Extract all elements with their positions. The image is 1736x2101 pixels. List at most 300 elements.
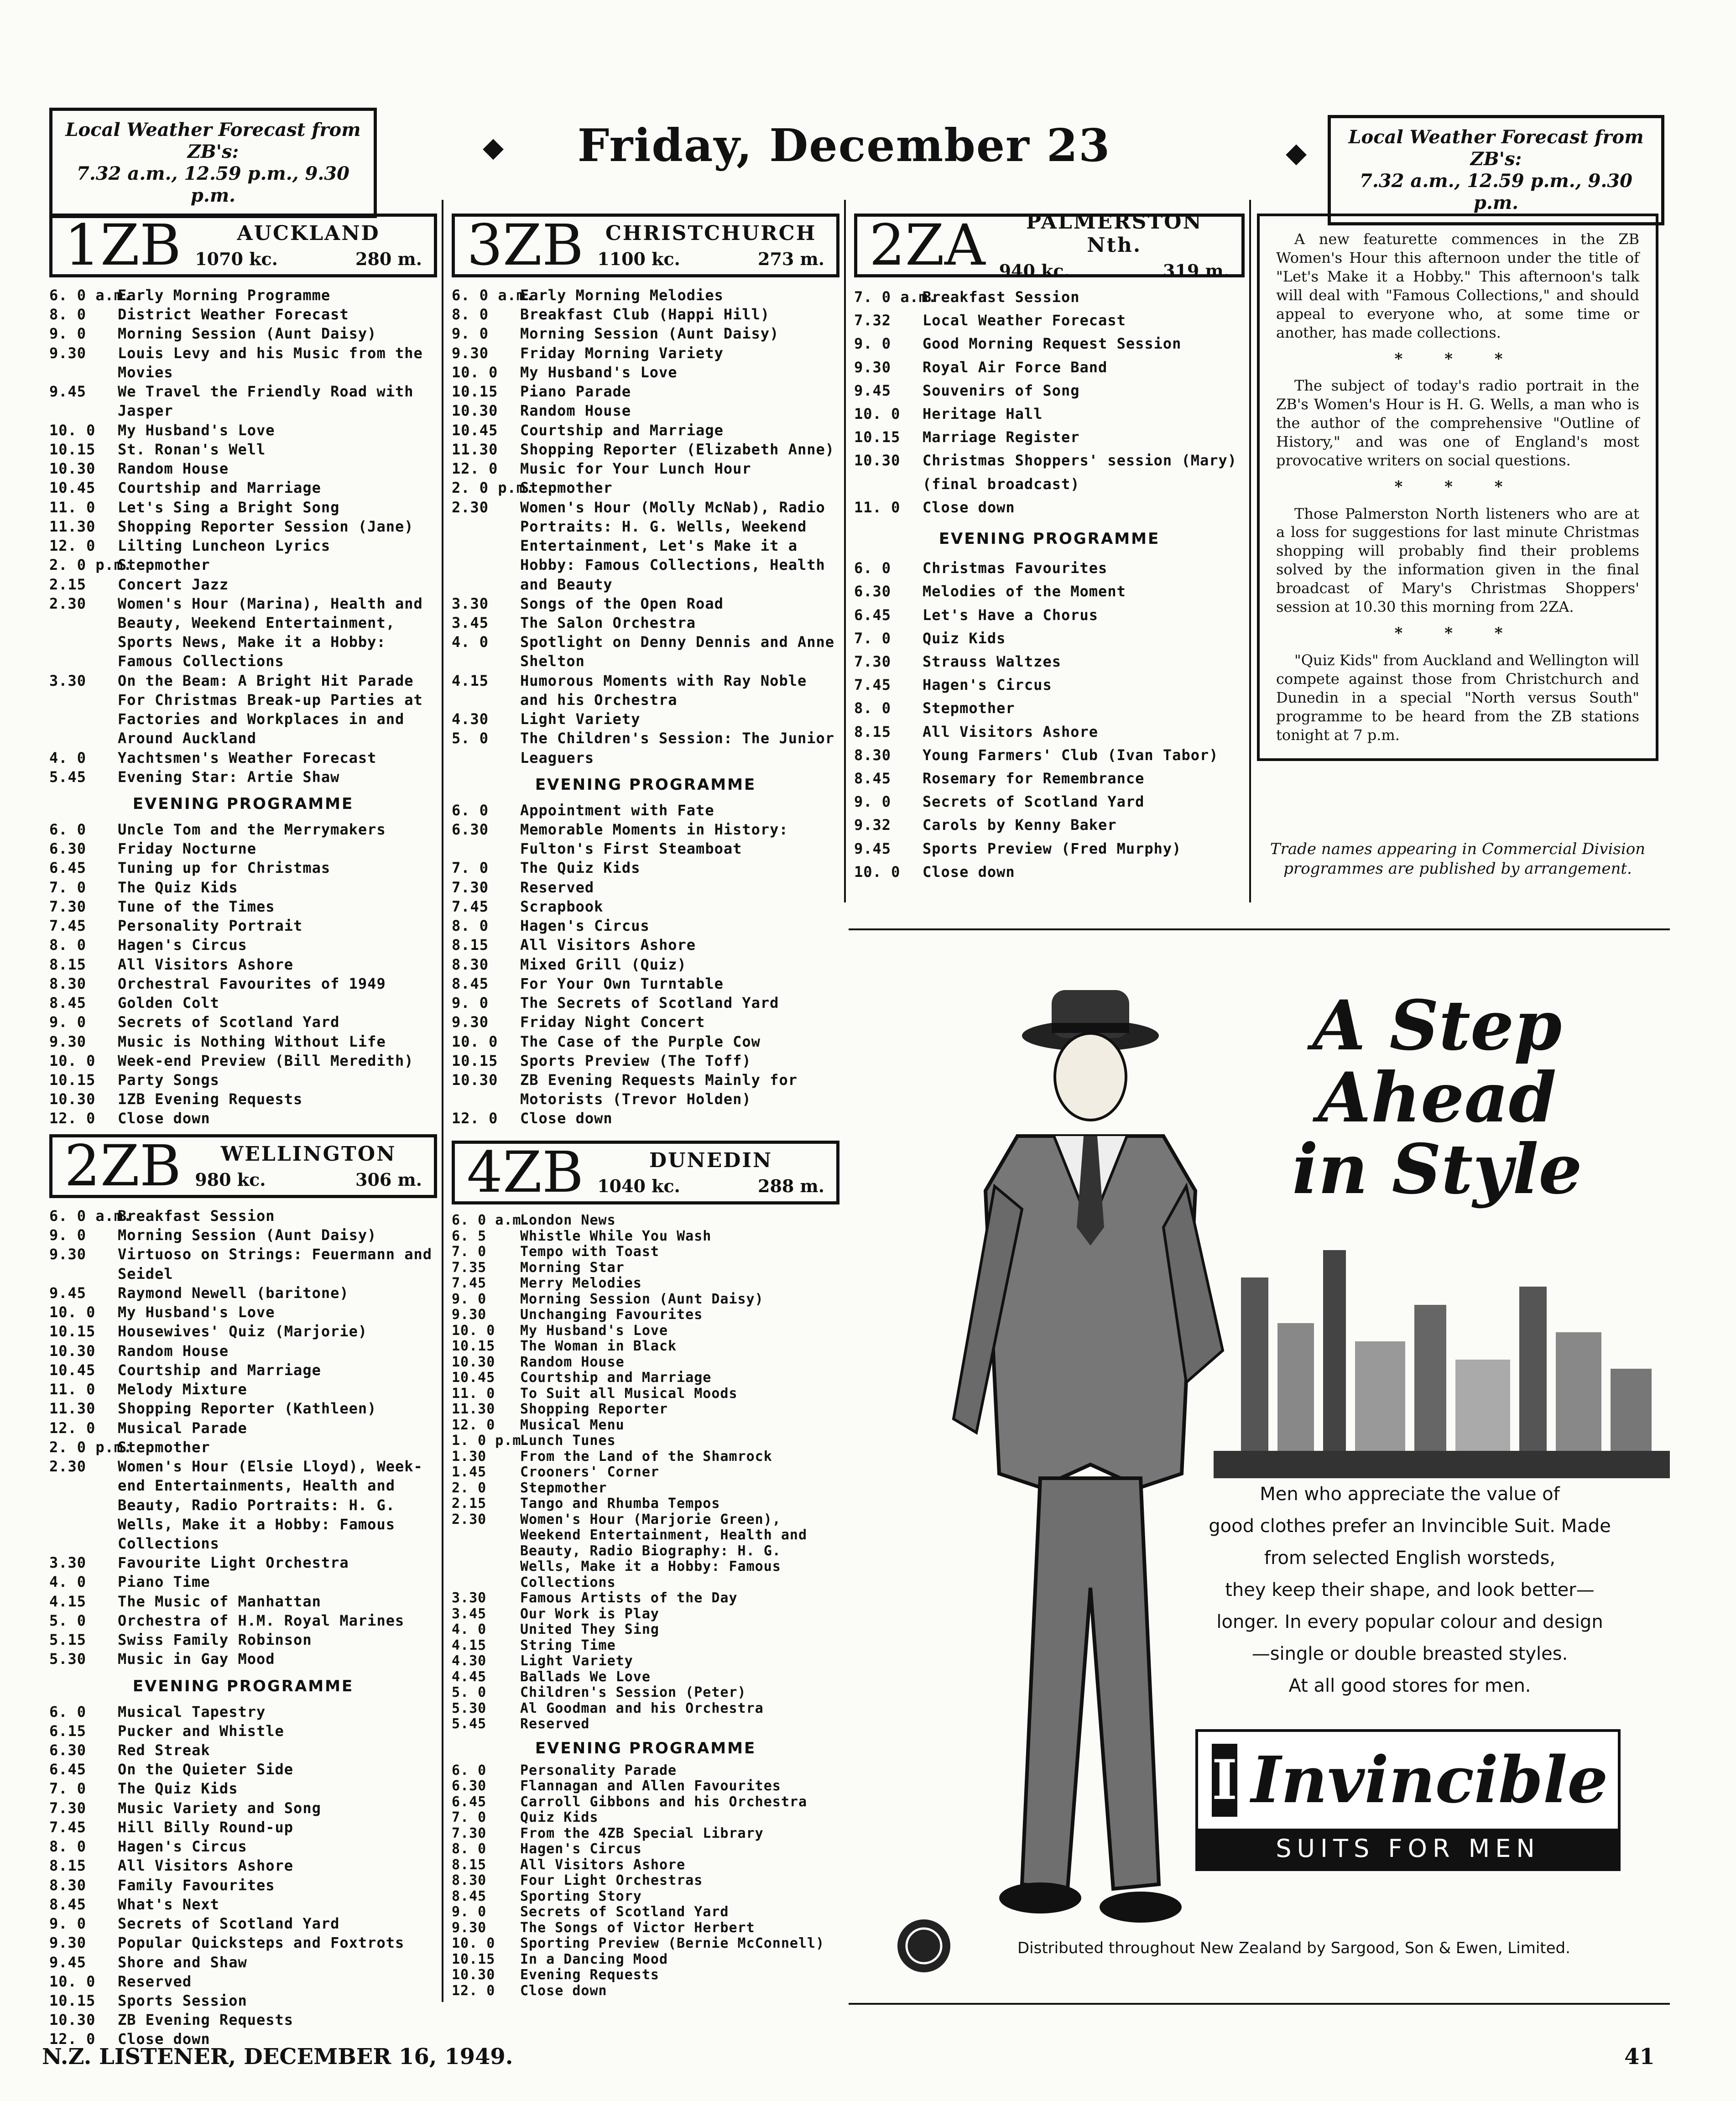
- weather-left-line1: Local Weather Forecast from ZB's:: [65, 119, 361, 162]
- programme-row: [49, 974, 437, 993]
- programme-title: Marriage Register: [923, 428, 1080, 446]
- programme-row: [452, 1701, 839, 1717]
- programme-time: 4.15: [452, 1637, 487, 1653]
- programme-time: 7.45: [49, 917, 87, 935]
- programme-row: [49, 1856, 437, 1875]
- programme-row: [452, 1323, 839, 1339]
- wavelength-m: 280 m.: [355, 249, 422, 269]
- programme-time: 8.45: [452, 975, 489, 992]
- programme-title: All Visitors Ashore: [118, 1857, 294, 1875]
- programme-row: [452, 1590, 839, 1606]
- programme-time: 2.30: [452, 498, 489, 516]
- programme-row: [49, 286, 437, 305]
- wavelength-m: 273 m.: [758, 249, 824, 269]
- programme-time: 9. 0: [854, 793, 891, 811]
- programme-row: [854, 604, 1245, 627]
- programme-time: 6.15: [49, 1722, 87, 1740]
- programme-row: [49, 955, 437, 974]
- programme-title: Al Goodman and his Orchestra: [520, 1700, 764, 1716]
- programme-time: 9.45: [854, 839, 891, 857]
- call-sign: 2ZA: [869, 213, 985, 278]
- programme-time: 10.45: [49, 1361, 96, 1379]
- programme-row: [854, 309, 1245, 332]
- programme-row: [452, 935, 839, 954]
- programme-time: 9. 0: [452, 1291, 487, 1307]
- programme-title: Family Favourites: [118, 1876, 275, 1894]
- programme-title: All Visitors Ashore: [923, 723, 1099, 740]
- programme-time: 4.15: [49, 1592, 87, 1610]
- programme-title: Carols by Kenny Baker: [923, 816, 1117, 834]
- programme-title: Quiz Kids: [520, 1809, 599, 1826]
- schedule: [452, 286, 839, 1128]
- programme-row: [49, 536, 437, 555]
- programme-title: My Husband's Love: [118, 421, 275, 439]
- programme-time: 4.45: [452, 1668, 487, 1685]
- programme-title: Strauss Waltzes: [923, 653, 1061, 671]
- programme-row: [854, 379, 1245, 402]
- programme-row: [452, 1307, 839, 1323]
- programme-row: [49, 1953, 437, 1972]
- programme-time: 7.30: [452, 878, 489, 896]
- programme-row: [854, 767, 1245, 790]
- programme-row: [452, 878, 839, 897]
- programme-title: Musical Menu: [520, 1417, 625, 1433]
- left-shoe: [999, 1882, 1081, 1913]
- programme-row: [452, 1370, 839, 1386]
- programme-time: 8. 0: [452, 1841, 487, 1857]
- frequency-kc: 980 kc.: [195, 1169, 266, 1190]
- programme-title: Music Variety and Song: [118, 1799, 321, 1817]
- programme-title: 1ZB Evening Requests: [118, 1090, 303, 1108]
- programme-title: Random House: [520, 402, 631, 420]
- programme-row: [49, 748, 437, 767]
- programme-time: 7. 0: [49, 1780, 87, 1798]
- programme-title: Yachtsmen's Weather Forecast: [118, 749, 377, 766]
- programme-row: [49, 498, 437, 517]
- programme-row: [452, 671, 839, 709]
- programme-row: [49, 2010, 437, 2029]
- programme-title: Courtship and Marriage: [520, 1370, 712, 1386]
- programme-row: [49, 1051, 437, 1070]
- programme-time: 8. 0: [49, 306, 87, 323]
- programme-title: In a Dancing Mood: [520, 1951, 668, 1967]
- programme-row: [854, 790, 1245, 813]
- programme-row: [49, 459, 437, 478]
- programme-time: 9.30: [49, 344, 87, 362]
- programme-time: 10.30: [452, 402, 498, 420]
- programme-title: Early Morning Programme: [118, 287, 331, 304]
- programme-title: Scrapbook: [520, 897, 604, 915]
- programme-title: Secrets of Scotland Yard: [118, 1915, 340, 1933]
- programme-title: Popular Quicksteps and Foxtrots: [118, 1934, 405, 1952]
- programme-title: Unchanging Favourites: [520, 1307, 703, 1323]
- programme-time: 7. 0: [854, 629, 891, 647]
- programme-time: 9. 0: [49, 325, 87, 343]
- programme-title: Tango and Rhumba Tempos: [520, 1496, 720, 1512]
- programme-row: [452, 1386, 839, 1402]
- weather-left-line2: 7.32 a.m., 12.59 p.m., 9.30 p.m.: [77, 163, 349, 206]
- programme-row: [452, 1904, 839, 1920]
- programme-time: 6.30: [854, 583, 891, 600]
- programme-title: Morning Session (Aunt Daisy): [520, 325, 779, 343]
- programme-time: 9.30: [452, 344, 489, 362]
- programme-time: 10.30: [49, 2011, 96, 2029]
- programme-time: 9.30: [49, 1032, 87, 1050]
- programme-row: [49, 1012, 437, 1032]
- programme-row: [452, 1512, 839, 1591]
- programme-title: Tuning up for Christmas: [118, 859, 331, 877]
- station-city: CHRISTCHURCH: [605, 222, 817, 245]
- programme-title: Courtship and Marriage: [118, 1361, 321, 1379]
- evening-programme-heading: EVENING PROGRAMME: [535, 1739, 756, 1757]
- footer-issue: N.Z. LISTENER, DECEMBER 16, 1949.: [42, 2044, 513, 2070]
- brand-tagline: SUITS FOR MEN: [1198, 1829, 1618, 1868]
- programme-row: [49, 575, 437, 594]
- programme-title: Evening Star: Artie Shaw: [118, 768, 340, 786]
- programme-row: [49, 1649, 437, 1668]
- programme-title: What's Next: [118, 1895, 219, 1913]
- programme-title: Light Variety: [520, 710, 641, 728]
- programme-time: 11.30: [452, 440, 498, 458]
- programme-time: 10.30: [854, 452, 901, 469]
- programme-title: Louis Levy and his Music from the Movies: [118, 344, 423, 381]
- programme-row: [854, 496, 1245, 519]
- programme-title: Mixed Grill (Quiz): [520, 955, 687, 973]
- programme-time: 10. 0: [854, 863, 901, 881]
- programme-time: 6. 0 a.m.: [49, 1207, 133, 1225]
- programme-title: Evening Requests: [520, 1967, 659, 1983]
- programme-title: Tune of the Times: [118, 897, 275, 915]
- programme-title: Stepmother: [118, 556, 210, 574]
- programme-time: 3.30: [49, 1554, 87, 1572]
- programme-title: Memorable Moments in History: Fulton's First Steamboat: [520, 820, 788, 858]
- programme-row: [452, 1810, 839, 1826]
- programme-row: [49, 1553, 437, 1572]
- programme-row: [452, 1109, 839, 1128]
- programme-time: 10.15: [854, 428, 901, 446]
- programme-time: 10. 0: [452, 363, 498, 381]
- programme-title: ZB Evening Requests Mainly for Motorists (Trevor Holden): [520, 1071, 798, 1108]
- programme-row: [452, 729, 839, 767]
- programme-title: Pucker and Whistle: [118, 1722, 284, 1740]
- programme-time: 3.30: [49, 672, 87, 689]
- station-city: WELLINGTON: [220, 1142, 396, 1166]
- programme-row: [452, 498, 839, 594]
- schedule: [854, 286, 1245, 884]
- programme-row: [452, 1669, 839, 1685]
- programme-title: String Time: [520, 1637, 616, 1653]
- programme-title: Stepmother: [118, 1438, 210, 1456]
- brand-initial-badge: I: [1212, 1744, 1237, 1817]
- programme-title: Friday Morning Variety: [520, 344, 724, 362]
- programme-title: Women's Hour (Elsie Lloyd), Week-end Entertainments, Health and Beauty, Radio Portraits: H. G. Wells, Make it a Hobby: Famous Collections: [118, 1458, 423, 1552]
- programme-title: My Husband's Love: [520, 363, 678, 381]
- programme-title: Hill Billy Round-up: [118, 1818, 294, 1836]
- programme-row: [854, 720, 1245, 744]
- hat-band: [1052, 1023, 1129, 1033]
- programme-row: [452, 1032, 839, 1051]
- programme-time: 9. 0: [452, 1904, 487, 1920]
- programme-time: 8. 0: [49, 1838, 87, 1856]
- trousers: [1022, 1478, 1159, 1889]
- programme-time: 4.15: [452, 672, 489, 689]
- programme-time: 10.15: [49, 1992, 96, 2010]
- programme-time: 8.45: [452, 1888, 487, 1904]
- programme-title: Sports Session: [118, 1992, 247, 2010]
- programme-row: [49, 1341, 437, 1361]
- programme-time: 8. 0: [49, 936, 87, 954]
- programme-time: 10.15: [452, 1338, 495, 1354]
- programme-time: 7.30: [49, 897, 87, 915]
- programme-title: Morning Session (Aunt Daisy): [118, 325, 377, 343]
- programme-time: 10.30: [49, 1090, 96, 1108]
- programme-row: [452, 286, 839, 305]
- programme-row: [452, 1952, 839, 1968]
- programme-title: Music for Your Lunch Hour: [520, 460, 751, 478]
- programme-time: 12. 0: [49, 2030, 96, 2048]
- schedule: [452, 1213, 839, 1999]
- programme-row: [49, 993, 437, 1012]
- city-skyline-illustration: [1214, 1223, 1670, 1478]
- station-city: PALMERSTON Nth.: [1026, 210, 1203, 257]
- programme-title: Hagen's Circus: [923, 676, 1052, 694]
- right-shoe: [1100, 1892, 1182, 1923]
- evening-programme-heading: EVENING PROGRAMME: [132, 1677, 354, 1695]
- programme-title: Random House: [118, 1342, 229, 1360]
- programme-row: [452, 1244, 839, 1260]
- programme-time: 10.30: [452, 1071, 498, 1089]
- programme-row: [49, 767, 437, 787]
- programme-title: Sporting Preview (Bernie McConnell): [520, 1935, 825, 1952]
- programme-time: 11. 0: [49, 498, 96, 516]
- programme-title: All Visitors Ashore: [520, 936, 696, 954]
- programme-row: [49, 1572, 437, 1591]
- programme-title: Stepmother: [923, 699, 1015, 717]
- station-1zb: [49, 214, 437, 1128]
- programme-row: [452, 1465, 839, 1481]
- programme-row: [49, 897, 437, 916]
- programme-time: 7. 0 a.m.: [854, 288, 938, 306]
- programme-time: 9.45: [49, 383, 87, 401]
- programme-row: [49, 1760, 437, 1779]
- programme-time: 7.32: [854, 312, 891, 329]
- programme-title: London News: [520, 1212, 616, 1228]
- programme-row: [452, 344, 839, 363]
- programme-title: Secrets of Scotland Yard: [923, 793, 1145, 811]
- programme-row: [854, 449, 1245, 495]
- programme-time: 2.30: [49, 1458, 87, 1475]
- programme-time: 6.30: [452, 1778, 487, 1794]
- programme-row: [452, 478, 839, 497]
- programme-time: 6. 0: [49, 820, 87, 838]
- programme-time: 6.45: [854, 606, 891, 624]
- diamond-icon: ◆: [1286, 137, 1307, 169]
- programme-time: 6. 0 a.m.: [49, 287, 133, 304]
- programme-time: 5.30: [452, 1700, 487, 1716]
- programme-time: 2.15: [452, 1496, 487, 1512]
- programme-title: Red Streak: [118, 1741, 210, 1759]
- programme-title: The Secrets of Scotland Yard: [520, 994, 779, 1012]
- programme-row: [452, 1983, 839, 1999]
- programme-title: Light Variety: [520, 1653, 633, 1669]
- programme-time: 1. 0 p.m.: [452, 1433, 530, 1449]
- programme-time: 2.30: [452, 1511, 487, 1528]
- evening-programme-heading: EVENING PROGRAMME: [938, 529, 1160, 548]
- programme-time: 10.30: [452, 1967, 495, 1983]
- programme-title: Musical Tapestry: [118, 1703, 266, 1720]
- programme-row: [452, 1260, 839, 1276]
- programme-time: 11. 0: [49, 1381, 96, 1398]
- programme-title: Orchestra of H.M. Royal Marines: [118, 1611, 405, 1629]
- column-rule: [1249, 200, 1251, 902]
- programme-title: Shore and Shaw: [118, 1953, 247, 1971]
- programme-row: [49, 1741, 437, 1760]
- programme-title: Melodies of the Moment: [923, 583, 1126, 600]
- programme-row: [452, 916, 839, 935]
- programme-time: 11.30: [452, 1401, 495, 1417]
- programme-title: Appointment with Fate: [520, 801, 714, 819]
- call-sign: 3ZB: [467, 213, 584, 278]
- programme-row: [49, 935, 437, 954]
- programme-time: 9.45: [49, 1284, 87, 1302]
- programme-row: [49, 1592, 437, 1611]
- station-3zb: [452, 214, 839, 1128]
- programme-row: [452, 1355, 839, 1371]
- programme-title: Shopping Reporter (Kathleen): [118, 1400, 377, 1418]
- programme-row: [49, 1070, 437, 1090]
- face: [1055, 1033, 1126, 1120]
- programme-title: On the Beam: A Bright Hit Parade For Christmas Break-up Parties at Factories and Workplaces in and Around Auckland: [118, 672, 423, 747]
- programme-row: [854, 557, 1245, 580]
- programme-row: [49, 1895, 437, 1914]
- programme-time: 5.45: [452, 1716, 487, 1732]
- programme-title: Our Work is Play: [520, 1606, 659, 1622]
- page-title: Friday, December 23: [577, 120, 1111, 172]
- programme-title: Flannagan and Allen Favourites: [520, 1778, 781, 1794]
- programme-row: [854, 860, 1245, 884]
- weather-right-line1: Local Weather Forecast from ZB's:: [1348, 126, 1644, 170]
- programme-time: 9. 0: [49, 1915, 87, 1933]
- programme-time: 10.45: [452, 1370, 495, 1386]
- station-2za: [854, 210, 1245, 884]
- programme-time: 10.15: [452, 383, 498, 401]
- separator-stars: * * *: [1394, 349, 1521, 368]
- programme-time: 6. 0 a.m.: [452, 287, 535, 304]
- emblem-icon: [894, 1916, 954, 1976]
- programme-title: Virtuoso on Strings: Feuermann and Seidel: [118, 1246, 433, 1282]
- programme-time: 7.30: [49, 1799, 87, 1817]
- programme-row: [452, 421, 839, 440]
- station-2zb: [49, 1134, 437, 2049]
- programme-row: [452, 1292, 839, 1308]
- programme-title: Songs of the Open Road: [520, 594, 724, 612]
- programme-row: [854, 356, 1245, 379]
- programme-row: [452, 1778, 839, 1794]
- note-paragraph: "Quiz Kids" from Auckland and Wellington will compete against those from Christchurch and Dunedin in a special "North versus South" programme to be heard from the ZB stations tonight at 7 p.m.: [1276, 651, 1639, 744]
- programme-time: 10.30: [49, 1342, 96, 1360]
- programme-time: 5.30: [49, 1650, 87, 1668]
- programme-title: Shopping Reporter (Elizabeth Anne): [520, 440, 835, 458]
- programme-title: Christmas Favourites: [923, 559, 1108, 577]
- note-paragraph: A new featurette commences in the ZB Women's Hour this afternoon under the title of "Let's Make it a Hobby." This afternoon's talk will deal with "Famous Collections," and should appeal to everyone who, at some time or another, has made collections.: [1276, 230, 1639, 341]
- programme-row: [49, 440, 437, 459]
- programme-row: [854, 402, 1245, 426]
- programme-title: United They Sing: [520, 1621, 659, 1637]
- programme-title: Children's Session (Peter): [520, 1684, 746, 1700]
- programme-row: [452, 363, 839, 382]
- programme-row: [452, 993, 839, 1012]
- programme-title: The Quiz Kids: [520, 859, 641, 877]
- programme-title: Spotlight on Denny Dennis and Anne Shelton: [520, 633, 835, 670]
- programme-row: [854, 813, 1245, 837]
- programme-title: Famous Artists of the Day: [520, 1590, 738, 1606]
- programme-title: Good Morning Request Session: [923, 335, 1182, 353]
- programme-title: Week-end Preview (Bill Meredith): [118, 1052, 414, 1069]
- programme-title: ZB Evening Requests: [118, 2011, 294, 2029]
- programme-title: Reserved: [118, 1972, 192, 1990]
- programme-title: Women's Hour (Molly McNab), Radio Portraits: H. G. Wells, Weekend Entertainment, Let's Make it a Hobby: Famous Collections, Health and Beauty: [520, 498, 825, 593]
- notes-box: [1257, 214, 1658, 761]
- programme-row: [49, 1779, 437, 1798]
- programme-title: Early Morning Melodies: [520, 287, 724, 304]
- programme-time: 12. 0: [49, 1419, 96, 1437]
- programme-time: 9.30: [49, 1934, 87, 1952]
- programme-title: Morning Session (Aunt Daisy): [118, 1226, 377, 1244]
- programme-row: [49, 1933, 437, 1952]
- programme-title: Let's Have a Chorus: [923, 606, 1099, 624]
- programme-time: 6.45: [452, 1793, 487, 1810]
- programme-title: Close down: [118, 1110, 210, 1127]
- programme-title: Whistle While You Wash: [520, 1228, 712, 1244]
- programme-time: 12. 0: [452, 1110, 498, 1127]
- programme-row: [452, 820, 839, 858]
- programme-title: Piano Time: [118, 1573, 210, 1591]
- programme-title: The Case of the Purple Cow: [520, 1032, 761, 1050]
- programme-title: Breakfast Club (Happi Hill): [520, 306, 770, 323]
- programme-title: Courtship and Marriage: [118, 479, 321, 497]
- programme-time: 10. 0: [452, 1322, 495, 1339]
- section-rule: [849, 928, 1670, 930]
- schedule: [49, 1206, 437, 2049]
- programme-time: 8.45: [49, 1895, 87, 1913]
- programme-time: 6. 0: [854, 559, 891, 577]
- programme-time: 8.30: [854, 746, 891, 764]
- weather-box-left: [49, 108, 377, 218]
- programme-time: 10.15: [49, 440, 96, 458]
- programme-row: [49, 594, 437, 671]
- programme-title: Housewives' Quiz (Marjorie): [118, 1323, 368, 1340]
- station-header: [49, 214, 437, 277]
- programme-time: 5.15: [49, 1631, 87, 1649]
- programme-row: [854, 332, 1245, 355]
- programme-title: Reserved: [520, 878, 594, 896]
- programme-row: [452, 1763, 839, 1779]
- programme-time: 9.32: [854, 816, 891, 834]
- programme-row: [452, 440, 839, 459]
- programme-row: [49, 1418, 437, 1438]
- programme-time: 8.45: [49, 994, 87, 1012]
- programme-title: Christmas Shoppers' session (Mary) (final broadcast): [923, 452, 1237, 493]
- programme-row: [49, 1361, 437, 1380]
- programme-time: 5.45: [49, 768, 87, 786]
- programme-time: 9.30: [49, 1246, 87, 1263]
- programme-time: 6.30: [49, 1741, 87, 1759]
- programme-row: [854, 426, 1245, 449]
- programme-row: [452, 1826, 839, 1842]
- programme-title: Heritage Hall: [923, 405, 1043, 422]
- programme-time: 8.30: [452, 955, 489, 973]
- programme-row: [49, 1630, 437, 1649]
